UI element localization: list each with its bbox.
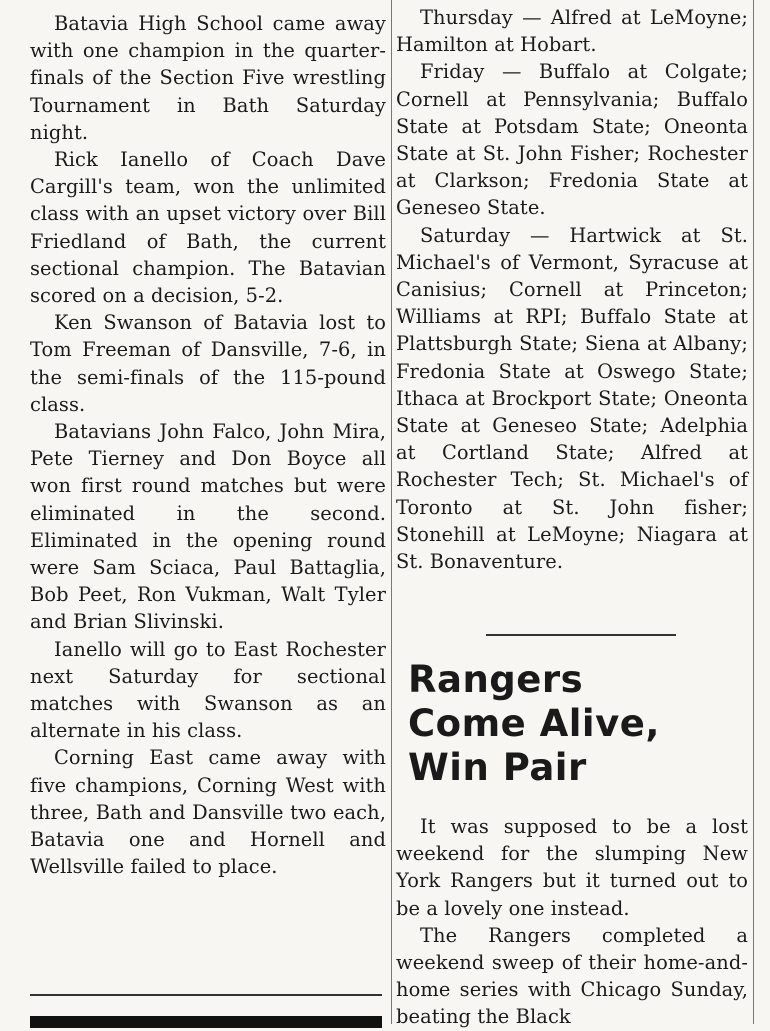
article-paragraph: It was supposed to be a lost weekend for the slumping New York Rangers but it turned out to be a lovely one instead.: [396, 815, 748, 920]
column-divider: [391, 0, 392, 1024]
rangers-article: [396, 813, 748, 1031]
schedule-paragraph: Saturday — Hartwick at St. Michael's of Vermont, Syracuse at Canisius; Cornell at Princeton; Williams at RPI; Buffalo State at Plattsburgh State; Siena at Albany; Fredonia State at Oswego State; Ithaca at Brockport State; Oneonta State at Geneseo State; Adelphia at Cortland State; Alfred at Rochester Tech; St. Michael's of Toronto at St. John fisher; Stonehill at LeMoyne; Niagara at St. Bonaventure.: [396, 223, 748, 574]
article-end-rule: [30, 994, 382, 996]
article-paragraph: Ken Swanson of Batavia lost to Tom Freeman of Dansville, 7-6, in the semi-finals of the 115-pound class.: [30, 311, 386, 416]
rangers-headline: [408, 658, 748, 790]
schedule-paragraph: Friday — Buffalo at Colgate; Cornell at Pennsylvania; Buffalo State at Potsdam State; Oneonta State at St. John Fisher; Rochester at Clarkson; Fredonia State at Geneseo State.: [396, 60, 748, 220]
article-paragraph: The Rangers completed a weekend sweep of their home-and-home series with Chicago Sunday, beating the Black: [396, 923, 748, 1029]
article-paragraph: Batavia High School came away with one champion in the quarter-finals of the Section Five wrestling Tournament in Bath Saturday night.: [30, 12, 386, 144]
article-paragraph: Corning East came away with five champions, Corning West with three, Bath and Dansville two each, Batavia one and Hornell and Wellsville failed to place.: [30, 746, 386, 879]
article-paragraph: Rick Ianello of Coach Dave Cargill's team, won the unlimited class with an upset victory over Bill Friedland of Bath, the current sectional champion. The Batavian scored on a decision, 5-2.: [30, 148, 386, 308]
headline-line: Come Alive,: [408, 702, 660, 745]
article-paragraph: Batavians John Falco, John Mira, Pete Tierney and Don Boyce all won first round matches but were eliminated in the second. Eliminated in the opening round were Sam Sciaca, Paul Battaglia, Bob Peet, Ron Vukman, Walt Tyler and Brian Slivinski.: [30, 420, 386, 634]
wrestling-article: [30, 0, 386, 881]
headline-line: Win Pair: [408, 746, 587, 789]
headline-line: Rangers: [408, 658, 584, 701]
schedule-column: [396, 0, 748, 575]
schedule-paragraph: Thursday — Alfred at LeMoyne; Hamilton at Hobart.: [396, 6, 748, 57]
article-paragraph: Ianello will go to East Rochester next Saturday for sectional matches with Swanson as an alternate in his class.: [30, 637, 386, 743]
next-headline-band: [30, 1016, 382, 1028]
section-rule: [486, 634, 676, 636]
column-divider: [753, 0, 754, 1024]
